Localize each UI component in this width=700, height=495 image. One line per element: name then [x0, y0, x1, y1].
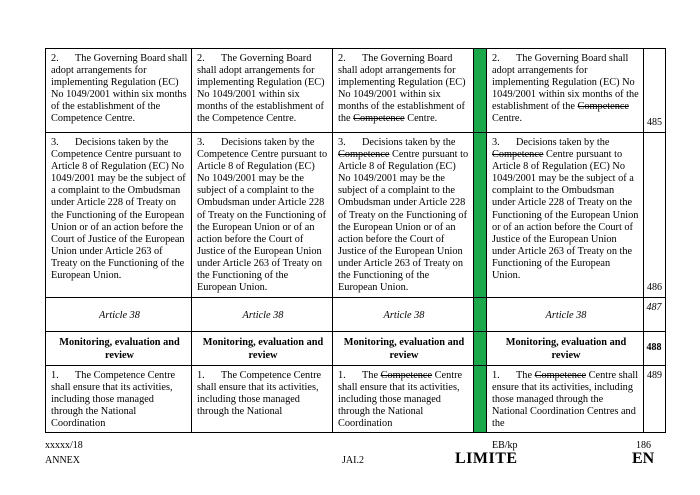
table-row [46, 332, 666, 366]
deleted-text: Competence [380, 370, 433, 381]
green-marker [474, 49, 487, 133]
row-number: 488 [644, 332, 666, 366]
article-heading: Monitoring, evaluation and review [46, 332, 192, 366]
document-reference: xxxxx/18 [45, 440, 83, 451]
deleted-text: Competence [353, 113, 405, 125]
cell-ep: 1. The Competence Centre shall ensure that its activities, including those managed through the National [192, 366, 333, 433]
cell-commission: 3. Decisions taken by the Competence Centre pursuant to Article 8 of Regulation (EC) No 1049/2001 may be the subject of a complaint to the Ombudsman under Article 228 of Treaty on the Functioning of the European Union or of an action before the Court of Justice of the European Union under Article 263 of Treaty on the Functioning of the European Union. [46, 133, 192, 298]
green-marker [474, 366, 487, 433]
article-label: Article 38 [192, 298, 333, 332]
cell-council: 3. Decisions taken by the Competence Centre pursuant to Article 8 of Regulation (EC) No 1049/2001 may be the subject of a complaint to the Ombudsman under Article 228 of Treaty on the Functioning of the European Union or of an action before the Court of Justice of the European Union under Article 263 of Treaty on the Functioning of the European Union. [333, 133, 474, 298]
green-marker [474, 298, 487, 332]
row-number: 489 [644, 366, 666, 433]
article-label: Article 38 [487, 298, 644, 332]
cell-council: 1. The Competence Centre shall ensure that its activities, including those managed through the National Coordination [333, 366, 474, 433]
table-row [46, 298, 666, 332]
annex-label: ANNEX [45, 455, 80, 466]
author-initials: EB/kp [492, 440, 518, 451]
row-number: 486 [644, 133, 666, 298]
page-number: 186 [636, 440, 651, 451]
row-number: 487 [644, 298, 666, 332]
language-code: EN [632, 450, 655, 467]
article-heading: Monitoring, evaluation and review [333, 332, 474, 366]
row-number: 485 [644, 49, 666, 133]
green-marker [474, 332, 487, 366]
comparison-table [45, 48, 666, 433]
table-row [46, 133, 666, 298]
article-label: Article 38 [46, 298, 192, 332]
deleted-text: Competence [534, 370, 587, 381]
green-marker [474, 133, 487, 298]
article-heading: Monitoring, evaluation and review [487, 332, 644, 366]
deleted-text: Competence [492, 149, 544, 161]
cell-ep: 3. Decisions taken by the Competence Centre pursuant to Article 8 of Regulation (EC) No 1049/2001 may be the subject of a complaint to the Ombudsman under Article 228 of Treaty on the Functioning of the European Union or of an action before the Court of Justice of the European Union under Article 263 of Treaty on the Functioning of the European Union. [192, 133, 333, 298]
classification-marking: LIMITE [455, 450, 518, 467]
deleted-text: Competence [338, 149, 390, 161]
cell-compromise: 3. Decisions taken by the Competence Centre pursuant to Article 8 of Regulation (EC) No 1049/2001 may be the subject of a complaint to the Ombudsman under Article 228 of Treaty on the Functioning of the European Union or of an action before the Court of Justice of the European Union under Article 263 of Treaty on the Functioning of the European Union. [487, 133, 644, 298]
department-code: JAI.2 [342, 455, 364, 466]
cell-commission: 2. The Governing Board shall adopt arrangements for implementing Regulation (EC) No 1049/2001 within six months of the establishment of the Competence Centre. [46, 49, 192, 133]
table-row [46, 49, 666, 133]
table-row [46, 366, 666, 433]
cell-commission: 1. The Competence Centre shall ensure that its activities, including those managed through the National Coordination [46, 366, 192, 433]
cell-ep: 2. The Governing Board shall adopt arrangements for implementing Regulation (EC) No 1049/2001 within six months of the establishment of the Competence Centre. [192, 49, 333, 133]
article-label: Article 38 [333, 298, 474, 332]
deleted-text: Competence [577, 101, 629, 113]
cell-compromise: 2. The Governing Board shall adopt arrangements for implementing Regulation (EC) No 1049/2001 within six months of the establishment of the Competence Centre. [487, 49, 644, 133]
cell-compromise: 1. The Competence Centre shall ensure that its activities, including those managed through the National Coordination Centres and the [487, 366, 644, 433]
article-heading: Monitoring, evaluation and review [192, 332, 333, 366]
cell-council: 2. The Governing Board shall adopt arrangements for implementing Regulation (EC) No 1049/2001 within six months of the establishment of the Competence Centre. [333, 49, 474, 133]
